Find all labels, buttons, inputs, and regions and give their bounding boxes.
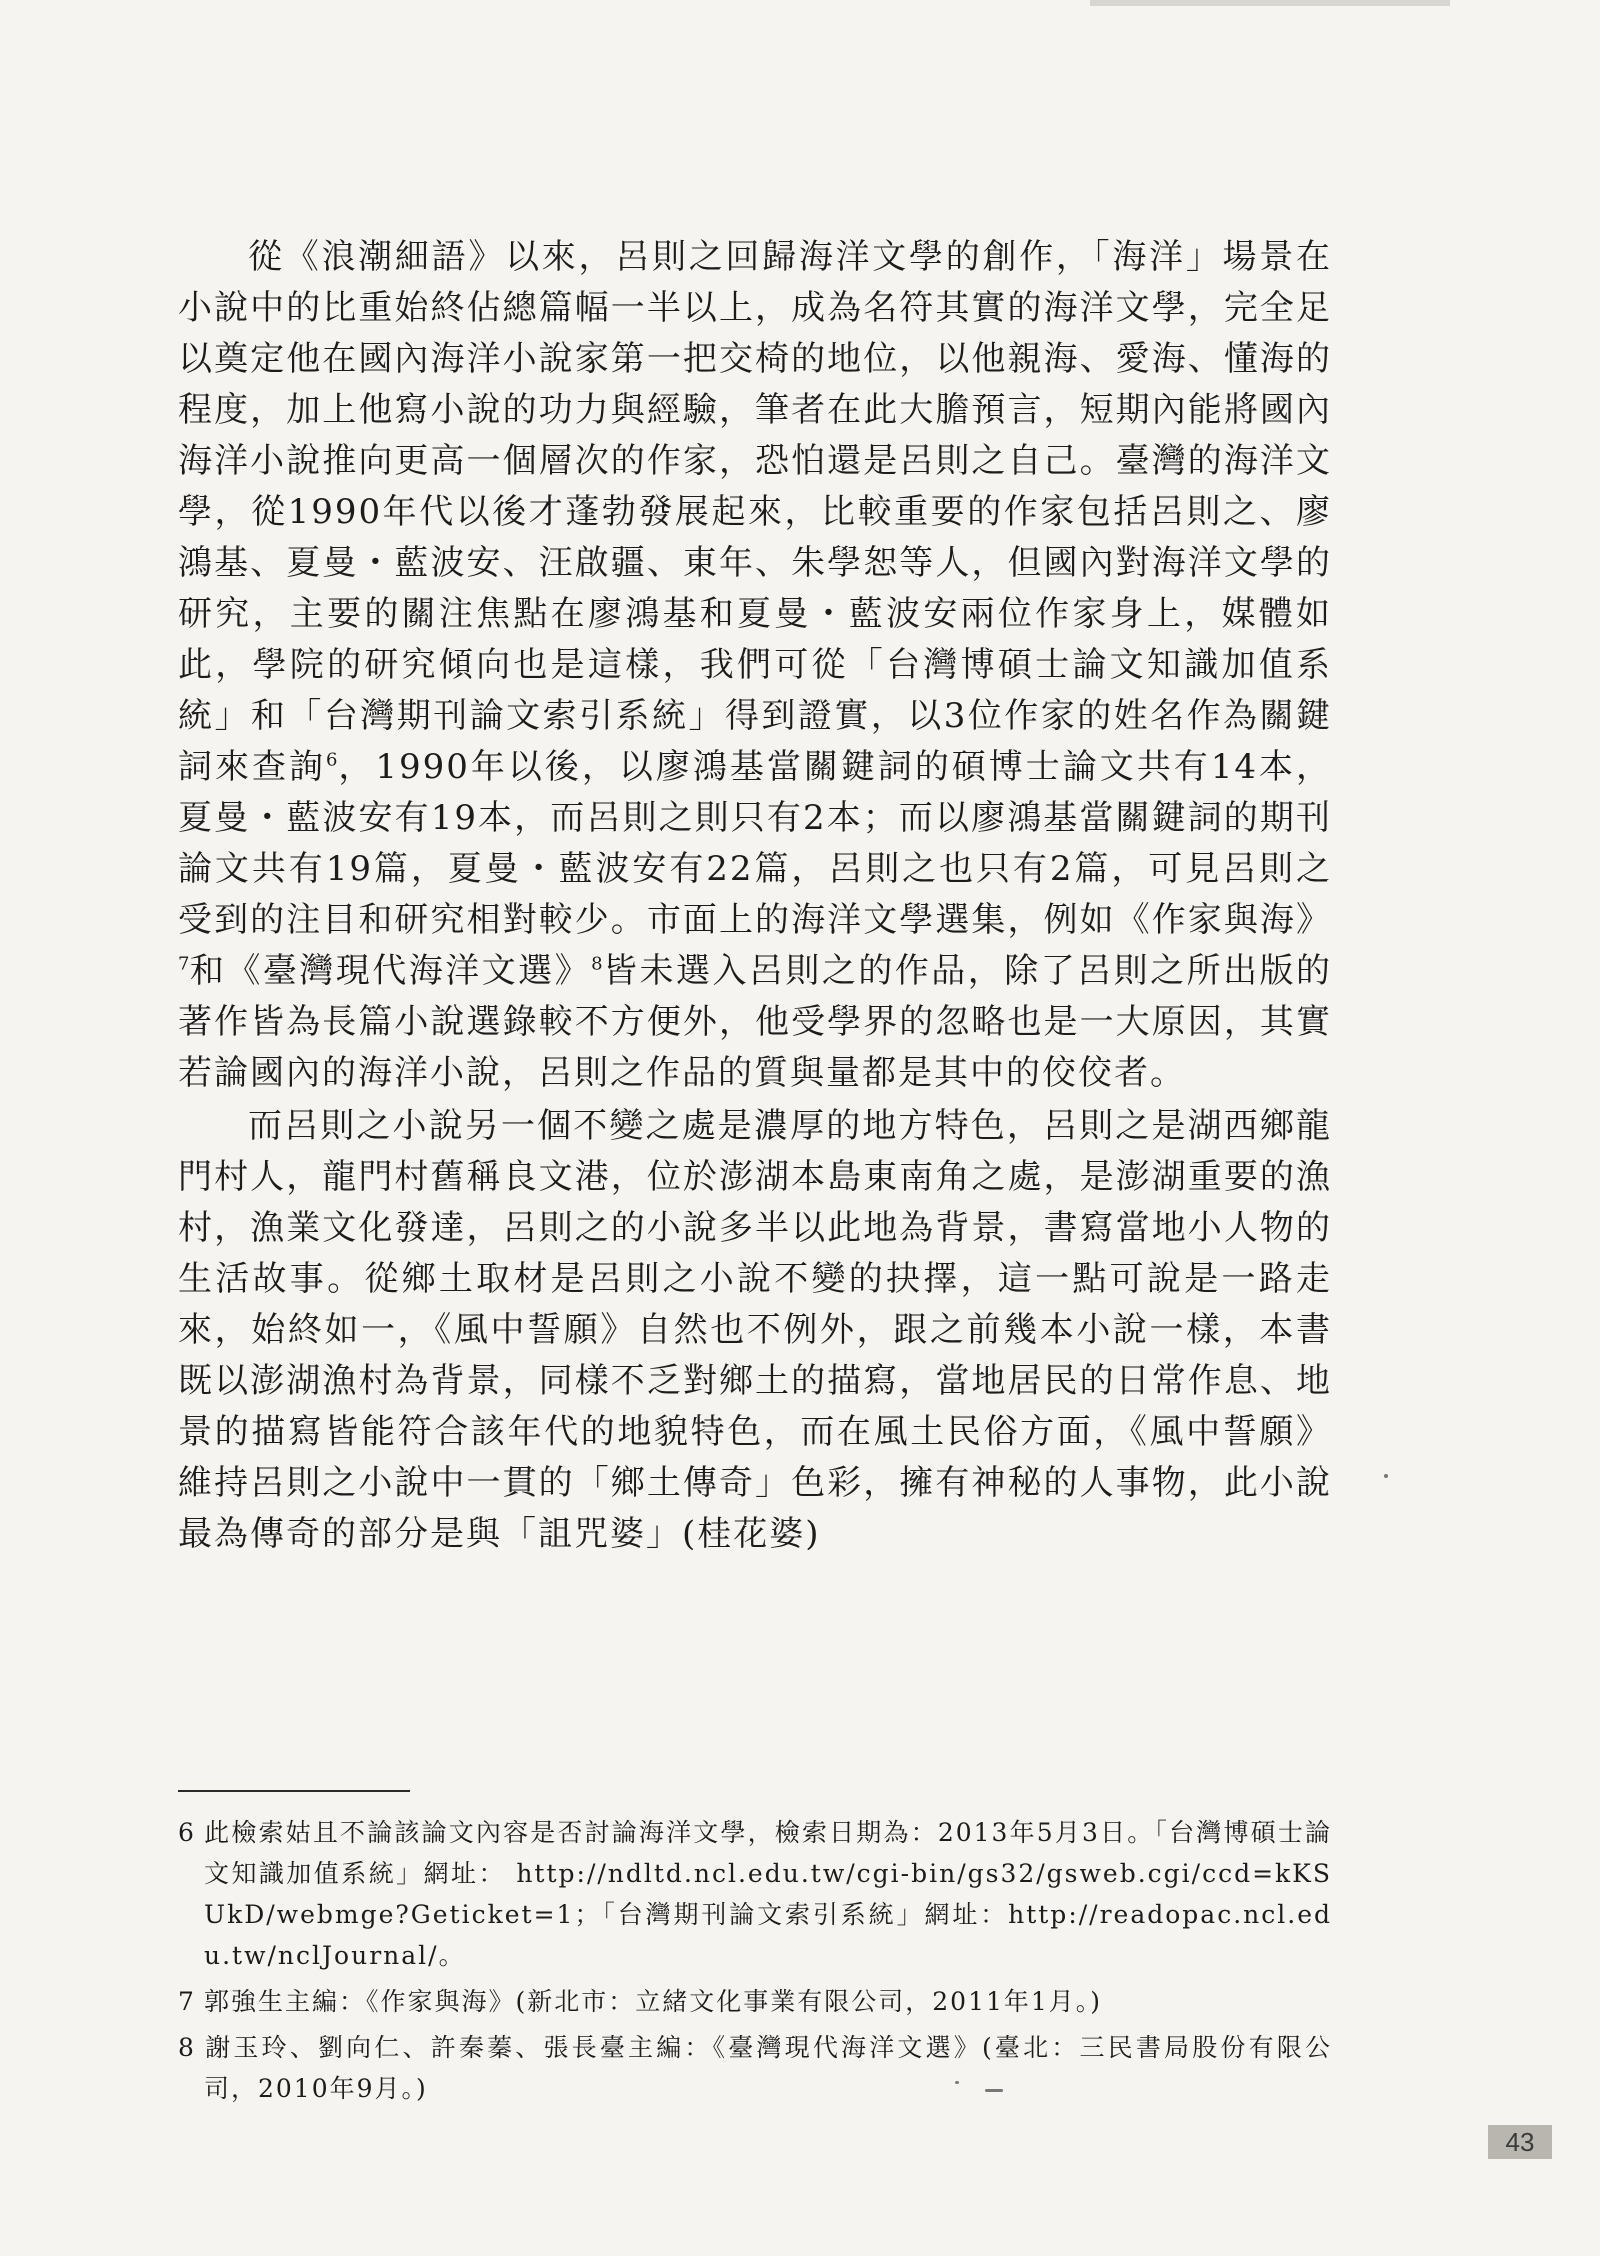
footnote-number: 6 (178, 1818, 196, 1847)
scan-speck (955, 2081, 959, 2084)
scan-edge-mark (1090, 0, 1450, 6)
footnote-ref-7[interactable]: 7 (178, 953, 190, 975)
footnote-divider (178, 1790, 410, 1792)
page-number: 43 (1488, 2125, 1552, 2159)
footnote-number: 8 (178, 2033, 196, 2062)
footnote-6 (178, 1812, 1332, 1976)
footnote-ref-8[interactable]: 8 (591, 953, 603, 975)
footnote-text: 謝玉玲、劉向仁、許秦蓁、張長臺主編：《臺灣現代海洋文選》(臺北：三民書局股份有限公司，2010年9月。) (204, 2033, 1332, 2103)
paragraph-1-part-a: 從《浪潮細語》以來，呂則之回歸海洋文學的創作，「海洋」場景在小說中的比重始終佔總篇幅一半以上，成為名符其實的海洋文學，完全足以奠定他在國內海洋小說家第一把交椅的地位，以他親海、愛海、懂海的程度，加上他寫小說的功力與經驗，筆者在此大膽預言，短期內能將國內海洋小說推向更高一個層次的作家，恐怕還是呂則之自己。臺灣的海洋文學，從1990年代以後才蓬勃發展起來，比較重要的作家包括呂則之、廖鴻基、夏曼・藍波安、汪啟疆、東年、朱學恕等人，但國內對海洋文學的研究，主要的關注焦點在廖鴻基和夏曼・藍波安兩位作家身上，媒體如此，學院的研究傾向也是這樣，我們可從「台灣博碩士論文知識加值系統」和「台灣期刊論文索引系統」得到證實，以3位作家的姓名作為關鍵詞來查詢 (178, 237, 1332, 787)
paragraph-1-part-d: 皆未選入呂則之的作品，除了呂則之所出版的著作皆為長篇小說選錄較不方便外，他受學界的忽略也是一大原因，其實若論國內的海洋小說，呂則之作品的質與量都是其中的佼佼者。 (178, 951, 1333, 1093)
main-text (178, 232, 1332, 1560)
scan-speck (1384, 1474, 1388, 1478)
footnote-text: 此檢索姑且不論該論文內容是否討論海洋文學，檢索日期為：2013年5月3日。「台灣博碩士論文知識加值系統」網址： http://ndltd.ncl.edu.tw/cgi-bin/gs32/gsweb.cgi/ccd=kKSUkD/webmge?Geticket=1；「台灣期刊論文索引系統」網址：http://readopac.ncl.edu.tw/nclJournal/。 (204, 1818, 1332, 1970)
paragraph-1-part-b: ，1990年以後，以廖鴻基當關鍵詞的碩博士論文共有14本，夏曼・藍波安有19本，而呂則之則只有2本；而以廖鴻基當關鍵詞的期刊論文共有19篇，夏曼・藍波安有22篇，呂則之也只有2篇，可見呂則之受到的注目和研究相對較少。市面上的海洋文學選集，例如《作家與海》 (178, 747, 1332, 940)
scan-speck (985, 2089, 1003, 2092)
footnote-ref-6[interactable]: 6 (325, 749, 338, 771)
paragraph-1-part-c: 和《臺灣現代海洋文選》 (189, 951, 592, 991)
footnotes (178, 1812, 1332, 2114)
footnote-number: 7 (178, 1987, 196, 2016)
footnote-text: 郭強生主編：《作家與海》(新北市：立緒文化事業有限公司，2011年1月。) (204, 1987, 1103, 2016)
footnote-7 (178, 1981, 1332, 2022)
paragraph-1 (178, 232, 1332, 1099)
footnote-8 (178, 2027, 1332, 2109)
paragraph-2: 而呂則之小說另一個不變之處是濃厚的地方特色，呂則之是湖西鄉龍門村人，龍門村舊稱良文港，位於澎湖本島東南角之處，是澎湖重要的漁村，漁業文化發達，呂則之的小說多半以此地為背景，書寫當地小人物的生活故事。從鄉土取材是呂則之小說不變的抉擇，這一點可說是一路走來，始終如一，《風中誓願》自然也不例外，跟之前幾本小說一樣，本書既以澎湖漁村為背景，同樣不乏對鄉土的描寫，當地居民的日常作息、地景的描寫皆能符合該年代的地貌特色，而在風土民俗方面，《風中誓願》維持呂則之小說中一貫的「鄉土傳奇」色彩，擁有神秘的人事物，此小說最為傳奇的部分是與「詛咒婆」(桂花婆) (178, 1106, 1332, 1554)
